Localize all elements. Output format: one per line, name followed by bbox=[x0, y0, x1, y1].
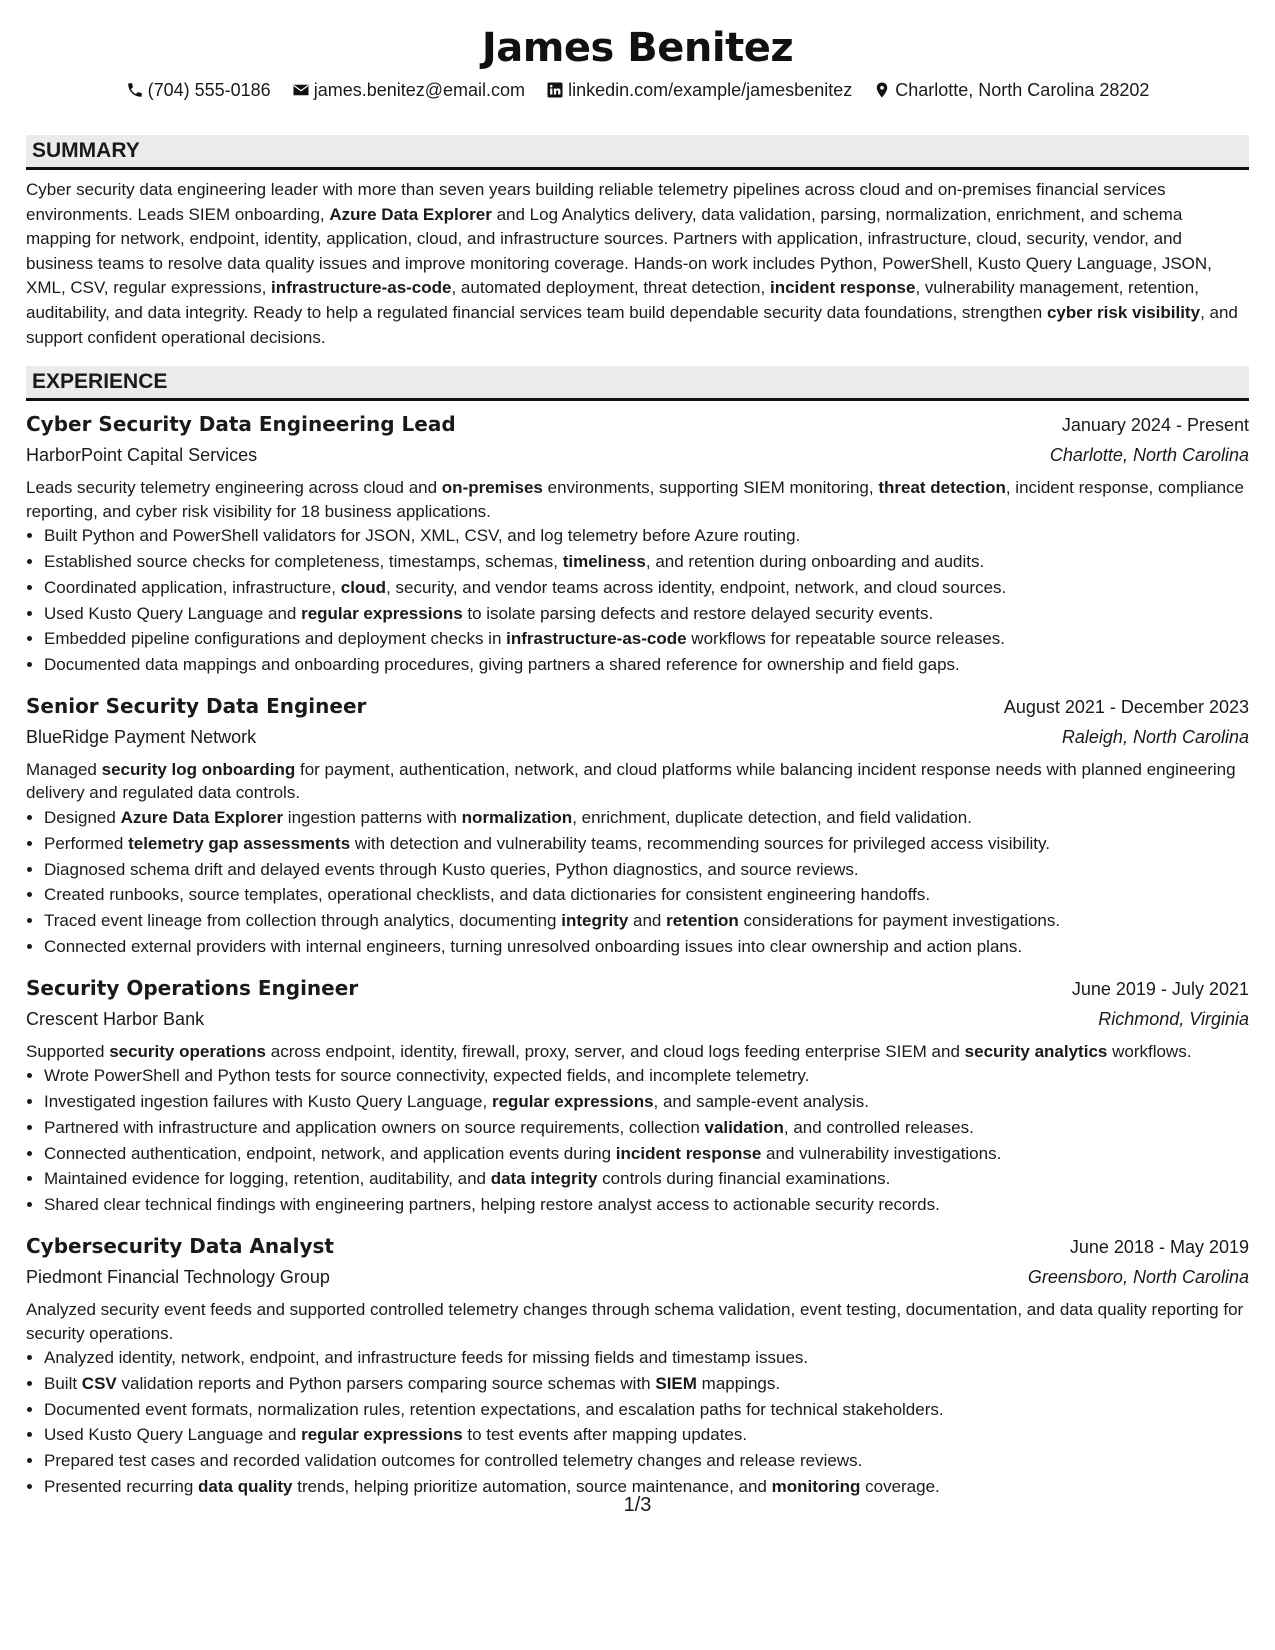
text-run: coverage. bbox=[860, 1476, 940, 1496]
contact-linkedin[interactable] bbox=[546, 78, 852, 102]
text-run: and vulnerability investigations. bbox=[761, 1143, 1002, 1163]
bullet-item bbox=[44, 908, 1249, 934]
bullet-item bbox=[44, 575, 1249, 601]
emphasis-text: normalization bbox=[461, 807, 573, 827]
text-run: Prepared test cases and recorded validation outcomes for controlled telemetry changes and release reviews. bbox=[44, 1451, 863, 1471]
emphasis-text: CSV bbox=[81, 1373, 117, 1393]
emphasis-text: data integrity bbox=[490, 1169, 598, 1189]
job-dates: June 2018 - May 2019 bbox=[1069, 1237, 1249, 1257]
text-run: Designed bbox=[44, 807, 121, 827]
map-pin-icon bbox=[873, 81, 891, 99]
job-title-row bbox=[26, 409, 1249, 440]
bullet-item bbox=[44, 805, 1249, 831]
job-company-row bbox=[26, 722, 1249, 752]
text-run: Diagnosed schema drift and delayed events through Kusto queries, Python diagnostics, and source reviews. bbox=[44, 859, 859, 879]
job-bullets bbox=[26, 805, 1249, 960]
text-run: validation reports and Python parsers comparing source schemas with bbox=[116, 1373, 656, 1393]
text-run: , and controlled releases. bbox=[783, 1117, 974, 1137]
resume-page bbox=[26, 0, 1249, 1500]
emphasis-text: security operations bbox=[109, 1041, 267, 1061]
text-run: trends, helping prioritize automation, source maintenance, and bbox=[292, 1476, 772, 1496]
job-dates: June 2019 - July 2021 bbox=[1071, 978, 1249, 999]
emphasis-text: timeliness bbox=[562, 551, 646, 571]
emphasis-text: regular expressions bbox=[301, 1425, 463, 1445]
contact-email[interactable] bbox=[292, 78, 525, 102]
job-bullets bbox=[26, 523, 1249, 678]
text-run: ingestion patterns with bbox=[283, 807, 462, 827]
text-run: to isolate parsing defects and restore delayed security events. bbox=[462, 603, 934, 623]
job-title-row bbox=[26, 691, 1249, 722]
text-run: Leads security telemetry engineering across cloud and bbox=[26, 478, 442, 498]
job-description bbox=[26, 1298, 1249, 1345]
text-run: environments, supporting SIEM monitoring, bbox=[542, 478, 879, 498]
job-location: Greensboro, North Carolina bbox=[1027, 1267, 1249, 1287]
text-run: , and retention during onboarding and audits. bbox=[645, 551, 985, 571]
text-run: across endpoint, identity, firewall, proxy, server, and cloud logs feeding enterprise SIEM and bbox=[266, 1041, 965, 1061]
text-run: , vulnerability management, retention, auditability, and data integrity. Ready to help a regulated financial services team build dependable security data foundations, strengthen bbox=[26, 278, 1199, 322]
job-title: Security Operations Engineer bbox=[26, 975, 359, 1000]
bullet-item bbox=[44, 523, 1249, 549]
contact-line bbox=[26, 78, 1249, 105]
text-run: , and sample-event analysis. bbox=[653, 1092, 869, 1112]
summary-paragraph bbox=[26, 178, 1249, 350]
job-dates: August 2021 - December 2023 bbox=[1003, 696, 1249, 717]
emphasis-text: incident response bbox=[615, 1143, 762, 1163]
bullet-item bbox=[44, 857, 1249, 883]
job-title-row bbox=[26, 973, 1249, 1004]
location-text: Charlotte, North Carolina 28202 bbox=[895, 80, 1150, 100]
emphasis-text: Azure Data Explorer bbox=[329, 204, 492, 224]
emphasis-text: validation bbox=[704, 1117, 784, 1137]
text-run: Cyber security data engineering leader with more than seven years building reliable telemetry pipelines across cloud and on-premises financial services environments. Leads SIEM onboarding, bbox=[26, 180, 1166, 224]
text-run: Analyzed identity, network, endpoint, and infrastructure feeds for missing fields and timestamp issues. bbox=[44, 1348, 809, 1367]
bullet-item bbox=[44, 1345, 1249, 1371]
text-run: and bbox=[628, 911, 667, 931]
text-run: Presented recurring bbox=[44, 1476, 199, 1496]
emphasis-text: incident response bbox=[769, 278, 916, 298]
bullet-item bbox=[44, 1397, 1249, 1423]
text-run: , automated deployment, threat detection, bbox=[451, 278, 770, 298]
experience-heading: EXPERIENCE bbox=[26, 366, 1249, 401]
text-run: to test events after mapping updates. bbox=[462, 1425, 748, 1445]
text-run: Used Kusto Query Language and bbox=[44, 1425, 302, 1445]
text-run: Wrote PowerShell and Python tests for source connectivity, expected fields, and incomplete telemetry. bbox=[44, 1066, 810, 1086]
bullet-item bbox=[44, 601, 1249, 627]
emphasis-text: monitoring bbox=[771, 1476, 861, 1496]
job-dates: January 2024 - Present bbox=[1061, 415, 1249, 436]
bullet-item bbox=[44, 934, 1249, 960]
text-run: , incident response, compliance reporting, and cyber risk visibility for 18 business applications. bbox=[26, 478, 1244, 521]
text-run: Documented data mappings and onboarding procedures, giving partners a shared reference for ownership and field gaps. bbox=[44, 655, 960, 675]
job-entry bbox=[26, 1231, 1249, 1500]
bullet-item bbox=[44, 1115, 1249, 1141]
emphasis-text: regular expressions bbox=[491, 1092, 654, 1112]
candidate-name: James Benitez bbox=[481, 25, 794, 71]
linkedin-text: linkedin.com/example/jamesbenitez bbox=[568, 80, 853, 100]
text-run: considerations for payment investigations. bbox=[738, 911, 1061, 931]
text-run: controls during financial examinations. bbox=[597, 1169, 891, 1189]
bullet-item bbox=[44, 626, 1249, 652]
text-run: Created runbooks, source templates, operational checklists, and data dictionaries for consistent engineering handoffs. bbox=[44, 885, 931, 905]
emphasis-text: cloud bbox=[340, 577, 387, 597]
emphasis-text: regular expressions bbox=[301, 603, 463, 623]
job-location: Richmond, Virginia bbox=[1098, 1008, 1249, 1029]
experience-list bbox=[26, 409, 1249, 1500]
emphasis-text: Azure Data Explorer bbox=[120, 807, 284, 827]
emphasis-text: integrity bbox=[561, 911, 629, 931]
text-run: Performed bbox=[44, 833, 129, 853]
job-company: HarborPoint Capital Services bbox=[26, 445, 258, 466]
job-entry bbox=[26, 691, 1249, 960]
job-company-row bbox=[26, 1262, 1249, 1292]
text-run: , enrichment, duplicate detection, and field validation. bbox=[572, 807, 972, 827]
text-run: mappings. bbox=[696, 1373, 781, 1393]
text-run: Investigated ingestion failures with Kusto Query Language, bbox=[44, 1092, 492, 1112]
phone-icon bbox=[126, 81, 144, 99]
job-company-row bbox=[26, 440, 1249, 470]
emphasis-text: data quality bbox=[198, 1476, 293, 1496]
text-run: Built bbox=[44, 1373, 82, 1393]
bullet-item bbox=[44, 1166, 1249, 1192]
email-text: james.benitez@email.com bbox=[313, 80, 526, 100]
job-bullets bbox=[26, 1063, 1249, 1218]
text-run: Shared clear technical findings with engineering partners, helping restore analyst access to actionable security records. bbox=[44, 1195, 940, 1215]
emphasis-text: infrastructure-as-code bbox=[271, 278, 452, 298]
text-run: Partnered with infrastructure and application owners on source requirements, collection bbox=[44, 1117, 705, 1137]
text-run: Maintained evidence for logging, retention, auditability, and bbox=[44, 1169, 491, 1189]
job-entry bbox=[26, 973, 1249, 1218]
job-bullets bbox=[26, 1345, 1249, 1500]
text-run: and Log Analytics delivery, data validation, parsing, normalization, enrichment, and schema mapping for network, endpoint, identity, application, cloud, and infrastructure sources. Partners with application, infrastructure, cloud, security, vendor, and business teams to resolve data quality issues and improve monitoring coverage. Hands-on work includes Python, PowerShell, Kusto Query Language, JSON, XML, CSV, regular expressions, bbox=[26, 204, 1212, 298]
job-title-row bbox=[26, 1231, 1249, 1262]
job-company: BlueRidge Payment Network bbox=[26, 726, 257, 747]
text-run: Analyzed security event feeds and supported controlled telemetry changes through schema validation, event testing, documentation, and data quality reporting for security operations. bbox=[26, 1300, 1244, 1343]
bullet-item bbox=[44, 1371, 1249, 1397]
text-run: Built Python and PowerShell validators for JSON, XML, CSV, and log telemetry before Azure routing. bbox=[44, 526, 801, 546]
text-run: Coordinated application, infrastructure, bbox=[44, 577, 341, 597]
job-entry bbox=[26, 409, 1249, 678]
bullet-item bbox=[44, 831, 1249, 857]
text-run: , and support confident operational decisions. bbox=[26, 302, 1238, 347]
phone-text: (704) 555-0186 bbox=[147, 80, 271, 100]
job-description bbox=[26, 476, 1249, 523]
text-run: Connected external providers with internal engineers, turning unresolved onboarding issues into clear ownership and action plans. bbox=[44, 936, 1023, 956]
emphasis-text: cyber risk visibility bbox=[1046, 302, 1201, 322]
emphasis-text: security log onboarding bbox=[101, 759, 296, 779]
summary-heading: SUMMARY bbox=[26, 135, 1249, 170]
contact-location bbox=[873, 78, 1149, 102]
job-title: Cyber Security Data Engineering Lead bbox=[26, 412, 456, 437]
job-location: Raleigh, North Carolina bbox=[1061, 726, 1249, 747]
job-company: Crescent Harbor Bank bbox=[26, 1008, 205, 1029]
text-run: Connected authentication, endpoint, network, and application events during bbox=[44, 1143, 616, 1163]
job-company-row bbox=[26, 1004, 1249, 1034]
bullet-item bbox=[44, 1448, 1249, 1474]
page-number: 1/3 bbox=[623, 1494, 652, 1516]
emphasis-text: retention bbox=[666, 911, 739, 931]
emphasis-text: infrastructure-as-code bbox=[506, 629, 687, 649]
bullet-item bbox=[44, 549, 1249, 575]
job-description bbox=[26, 1040, 1249, 1064]
emphasis-text: SIEM bbox=[655, 1373, 697, 1393]
emphasis-text: telemetry gap assessments bbox=[128, 833, 351, 853]
text-run: Traced event lineage from collection through analytics, documenting bbox=[44, 911, 562, 931]
bullet-item bbox=[44, 1141, 1249, 1167]
text-run: workflows for repeatable source releases. bbox=[686, 629, 1006, 649]
contact-phone bbox=[126, 78, 271, 102]
bullet-item bbox=[44, 652, 1249, 678]
text-run: with detection and vulnerability teams, recommending sources for privileged access visibility. bbox=[350, 833, 1050, 853]
job-description bbox=[26, 758, 1249, 805]
text-run: , security, and vendor teams across identity, endpoint, network, and cloud sources. bbox=[386, 577, 1007, 597]
emphasis-text: security analytics bbox=[964, 1041, 1108, 1061]
job-company: Piedmont Financial Technology Group bbox=[26, 1267, 330, 1287]
emphasis-text: on-premises bbox=[441, 478, 543, 498]
text-run: Managed bbox=[26, 759, 102, 779]
text-run: Documented event formats, normalization rules, retention expectations, and escalation paths for technical stakeholders. bbox=[44, 1399, 944, 1419]
job-location: Charlotte, North Carolina bbox=[1049, 445, 1249, 466]
text-run: Supported bbox=[26, 1041, 110, 1061]
bullet-item bbox=[44, 1192, 1249, 1218]
envelope-icon bbox=[292, 81, 310, 99]
bullet-item bbox=[44, 882, 1249, 908]
job-title: Cybersecurity Data Analyst bbox=[26, 1234, 334, 1258]
text-run: Established source checks for completeness, timestamps, schemas, bbox=[44, 551, 563, 571]
text-run: Used Kusto Query Language and bbox=[44, 603, 302, 623]
emphasis-text: threat detection bbox=[878, 478, 1006, 498]
text-run: for payment, authentication, network, and cloud platforms while balancing incident response needs with planned engineering delivery and regulated data controls. bbox=[26, 759, 1236, 803]
bullet-item bbox=[44, 1422, 1249, 1448]
bullet-item bbox=[44, 1089, 1249, 1115]
text-run: Embedded pipeline configurations and deployment checks in bbox=[44, 629, 507, 649]
bullet-item bbox=[44, 1063, 1249, 1089]
linkedin-icon bbox=[546, 81, 564, 99]
job-title: Senior Security Data Engineer bbox=[26, 693, 367, 718]
text-run: workflows. bbox=[1107, 1041, 1192, 1061]
